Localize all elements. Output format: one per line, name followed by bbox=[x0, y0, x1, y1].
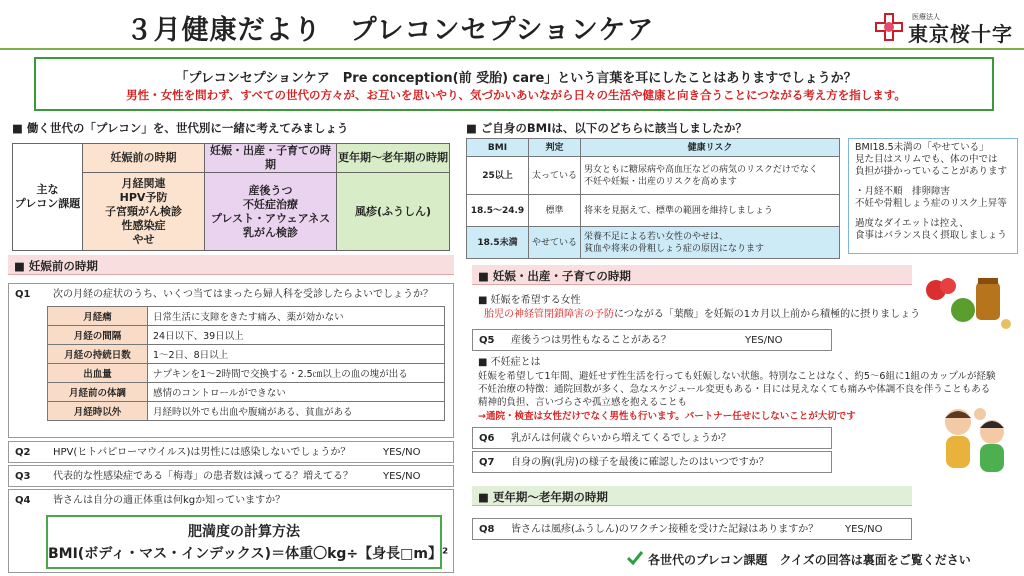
folic-acid-text: につながる「葉酸」を妊娠の1カ月以上前から積極的に摂りましょう bbox=[614, 309, 921, 320]
note-line: 負担が掛かっていることがあります bbox=[855, 166, 1008, 177]
bmi-formula-box bbox=[46, 515, 449, 569]
q2-row bbox=[8, 441, 454, 463]
q6-row bbox=[472, 427, 832, 449]
note-line: 食事はバランス良く摂取しましょう bbox=[855, 230, 1007, 241]
bmi-range: 25以上 bbox=[467, 157, 529, 195]
symptom-value: 日常生活に支障をきたす痛み、薬が効かない bbox=[148, 307, 445, 326]
q1-box bbox=[8, 283, 454, 438]
generations-table bbox=[12, 143, 450, 251]
col-mid-header: 妊娠・出産・子育ての時期 bbox=[205, 144, 337, 173]
symptom-value: 1〜2日、8日以上 bbox=[148, 345, 445, 364]
pre-section-bar bbox=[8, 255, 454, 275]
symptom-header: 出血量 bbox=[48, 364, 148, 383]
infertility-line: 不妊治療の特徴：通院回数が多く、急なスケジュール変更もある・目には見えなくても痛みや体調不良を伴うこともある bbox=[478, 384, 991, 395]
note-line: 過度なダイエットは控え、 bbox=[855, 218, 969, 229]
generations-heading: ■ 働く世代の「プレコン」を、世代別に一緒に考えてみましょう bbox=[12, 121, 349, 135]
symptom-header: 月経痛 bbox=[48, 307, 148, 326]
q2-label: Q2 bbox=[15, 447, 31, 458]
pre-section-heading: ■ 妊娠前の時期 bbox=[14, 259, 98, 273]
page-title: ３月健康だより プレコンセプションケア bbox=[125, 15, 655, 46]
bmi-note-box bbox=[848, 138, 1018, 254]
mid-section-heading: ■ 妊娠・出産・子育ての時期 bbox=[478, 269, 631, 283]
note-line: ・月経不順 排卵障害 bbox=[855, 186, 951, 197]
q2-text: HPV(ヒトパピローマウイルス)は男性には感染しないでしょうか？ bbox=[53, 447, 351, 458]
q8-text: 皆さんは風疹(ふうしん)のワクチン接種を受けた記録はありますか？ bbox=[511, 524, 819, 535]
bmi-range: 18.5未満 bbox=[467, 227, 529, 259]
symptom-value: 24日以下、39日以上 bbox=[148, 326, 445, 345]
q5-label: Q5 bbox=[479, 335, 495, 346]
bmi-col-header: 健康リスク bbox=[581, 139, 840, 157]
col-pre-items: 月経関連 HPV予防 子宮頸がん検診 性感染症 やせ bbox=[83, 173, 205, 251]
bmi-risk: 栄養不足による若い女性のやせは、 貧血や将来の骨粗しょう症の原因になります bbox=[581, 227, 840, 259]
mid-section-bar bbox=[472, 265, 912, 285]
q7-label: Q7 bbox=[479, 457, 495, 468]
symptom-header: 月経の持続日数 bbox=[48, 345, 148, 364]
intro-box bbox=[34, 57, 994, 111]
footer-note: 各世代のプレコン課題 クイズの回答は裏面をご覧ください bbox=[648, 553, 971, 567]
bmi-col-header: BMI bbox=[467, 139, 529, 157]
symptom-header: 月経時以外 bbox=[48, 402, 148, 421]
q5-row bbox=[472, 329, 832, 351]
q5-text: 産後うつは男性もなることがある？ bbox=[511, 335, 671, 346]
note-line: 不妊や骨粗しょう症のリスク上昇等 bbox=[855, 198, 1007, 209]
folic-acid-heading: ■ 妊娠を希望する女性 bbox=[478, 295, 581, 306]
row-label: 主な プレコン課題 bbox=[13, 144, 83, 251]
q7-text: 自身の胸(乳房)の様子を最後に確認したのはいつですか？ bbox=[511, 457, 769, 468]
col-late-header: 更年期〜老年期の時期 bbox=[337, 144, 450, 173]
org-small-label: 医療法人 bbox=[912, 13, 940, 21]
symptom-value: 月経時以外でも出血や腹痛がある、貧血がある bbox=[148, 402, 445, 421]
late-section-heading: ■ 更年期〜老年期の時期 bbox=[478, 490, 608, 504]
infertility-heading: ■ 不妊症とは bbox=[478, 357, 541, 368]
food-illustration-icon bbox=[918, 270, 1018, 332]
q4-text: 皆さんは自分の適正体重は何kgか知っていますか？ bbox=[53, 495, 286, 506]
q3-label: Q3 bbox=[15, 471, 31, 482]
symptom-value: 感情のコントロールができない bbox=[148, 383, 445, 402]
bmi-judgement: やせている bbox=[529, 227, 581, 259]
q3-text: 代表的な性感染症である「梅毒」の患者数は減ってる？増えてる？ bbox=[53, 471, 353, 482]
symptom-header: 月経の間隔 bbox=[48, 326, 148, 345]
infertility-line: 精神的負担、言いづらさや孤立感を抱えることも bbox=[478, 397, 688, 408]
bmi-col-header: 判定 bbox=[529, 139, 581, 157]
bmi-risk: 将来を見据えて、標準の範囲を維持しましょう bbox=[581, 195, 840, 227]
bmi-table bbox=[466, 138, 840, 259]
bmi-range: 18.5〜24.9 bbox=[467, 195, 529, 227]
q5-answer: YES/NO bbox=[745, 335, 783, 346]
q6-text: 乳がんは何歳ぐらいから増えてくるでしょうか？ bbox=[511, 433, 731, 444]
col-pre-header: 妊娠前の時期 bbox=[83, 144, 205, 173]
q7-row bbox=[472, 451, 832, 473]
q8-answer: YES/NO bbox=[845, 524, 883, 535]
q3-answer: YES/NO bbox=[383, 471, 421, 482]
infertility-line: 妊娠を希望して1年間、避妊せず性生活を行っても妊娠しない状態。特別なことはなく、約5〜6組に1組のカップルが経験 bbox=[478, 371, 996, 382]
formula-title: 肥満度の計算方法 bbox=[188, 524, 300, 540]
family-illustration-icon bbox=[930, 404, 1018, 474]
q8-label: Q8 bbox=[479, 524, 495, 535]
bmi-heading: ■ ご自身のBMIは、以下のどちらに該当しましたか？ bbox=[466, 121, 747, 135]
col-late-items: 風疹(ふうしん) bbox=[337, 173, 450, 251]
infertility-highlight: →通院・検査は女性だけでなく男性も行います。パートナー任せにしないことが大切です bbox=[478, 411, 856, 422]
q6-label: Q6 bbox=[479, 433, 495, 444]
q2-answer: YES/NO bbox=[383, 447, 421, 458]
formula-body: BMI(ボディ・マス・インデックス)＝体重〇kg÷【身長□m】² bbox=[48, 546, 449, 562]
q1-label: Q1 bbox=[15, 289, 31, 300]
intro-definition: 男性・女性を問わず、すべての世代の方々が、お互いを思いやり、気づかいあいながら日々の生活や健康と向き合うことにつながる考え方を指します。 bbox=[126, 88, 906, 102]
late-section-bar bbox=[472, 486, 912, 506]
col-mid-items: 産後うつ 不妊症治療 プレスト・アウェアネス 乳がん検診 bbox=[205, 173, 337, 251]
symptom-header: 月経前の体調 bbox=[48, 383, 148, 402]
symptom-value: ナプキンを1〜2時間で交換する・2.5㎝以上の血の塊が出る bbox=[148, 364, 445, 383]
folic-acid-highlight: 胎児の神経管閉鎖障害の予防 bbox=[484, 309, 614, 320]
q4-label: Q4 bbox=[15, 495, 31, 506]
hospital-cross-logo-icon bbox=[874, 12, 904, 42]
org-name: 東京桜十字 bbox=[908, 22, 1013, 46]
intro-question: 「プレコンセプションケア Pre conception(前 受胎) care」という言葉を耳にしたことはありますでしょうか？ bbox=[175, 71, 857, 86]
note-line: 見た目はスリムでも、体の中では bbox=[855, 154, 998, 165]
header-divider bbox=[0, 48, 1024, 50]
q3-row bbox=[8, 465, 454, 487]
q8-row bbox=[472, 518, 912, 540]
note-line: BMI18.5未満の「やせている」 bbox=[855, 142, 989, 153]
menstrual-symptom-table bbox=[47, 306, 445, 421]
bmi-risk: 男女ともに糖尿病や高血圧などの病気のリスクだけでなく 不妊や妊娠・出産のリスクを高めます bbox=[581, 157, 840, 195]
bmi-judgement: 太っている bbox=[529, 157, 581, 195]
q1-text: 次の月経の症状のうち、いくつ当てはまったら婦人科を受診したらよいでしょうか？ bbox=[53, 289, 433, 300]
bmi-judgement: 標準 bbox=[529, 195, 581, 227]
checkmark-icon bbox=[626, 550, 644, 566]
